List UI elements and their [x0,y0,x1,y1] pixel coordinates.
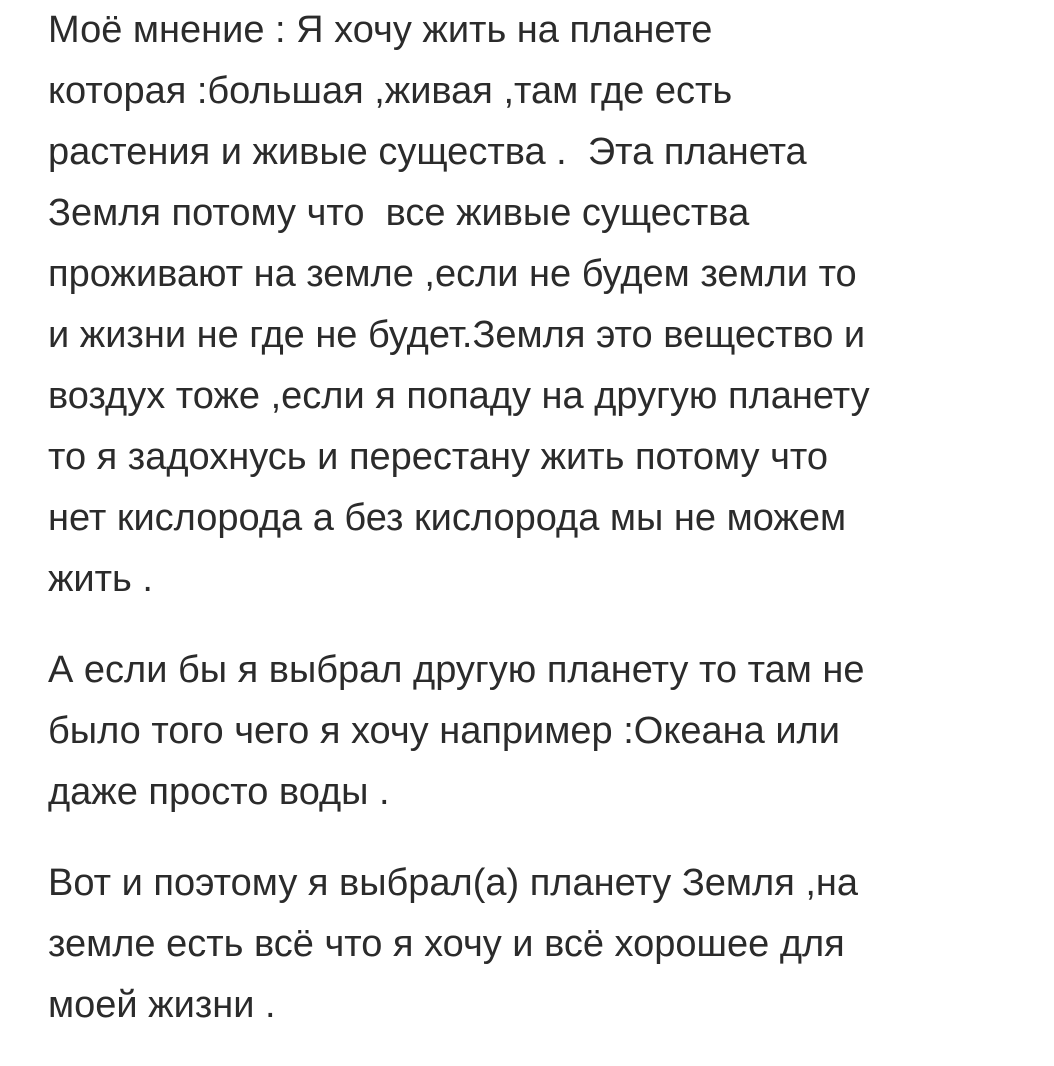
paragraph-conclusion [48,853,1048,1036]
text-line: Моё мнение : Я хочу жить на планете [48,9,713,51]
text-line: растения и живые существа . Эта планета [48,131,807,173]
text-line: А если бы я выбрал другую планету то там не [48,649,865,691]
paragraph-gap [48,610,1048,640]
paragraph-opinion [48,0,1048,610]
text-line: Вот и поэтому я выбрал(а) планету Земля ,на [48,862,859,904]
text-line: то я задохнусь и перестану жить потому что [48,436,828,478]
document-body [48,0,1048,1036]
paragraph-alternative [48,640,1048,823]
paragraph-gap [48,823,1048,853]
text-line: жить . [48,558,153,600]
text-line: и жизни не где не будет.Земля это вещество и [48,314,866,356]
text-line: проживают на земле ,если не будем земли то [48,253,857,295]
text-line: воздух тоже ,если я попаду на другую планету [48,375,870,417]
text-line: было того чего я хочу например :Океана или [48,710,840,752]
text-line: моей жизни . [48,984,276,1026]
text-line: нет кислорода а без кислорода мы не можем [48,497,847,539]
text-line: которая :большая ,живая ,там где есть [48,70,733,112]
text-line: Земля потому что все живые существа [48,192,750,234]
text-line: земле есть всё что я хочу и всё хорошее для [48,923,845,965]
text-line: даже просто воды . [48,771,390,813]
